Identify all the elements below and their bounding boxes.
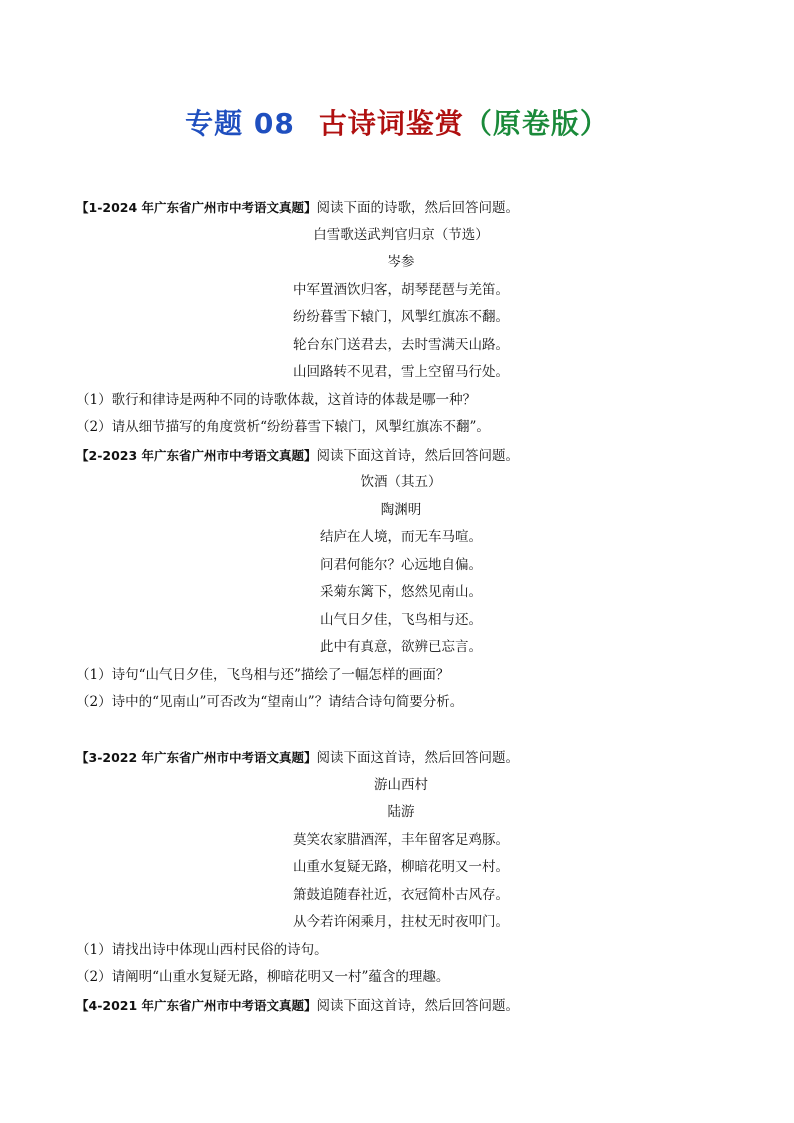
- question-1-sub-2: （2）请从细节描写的角度赏析“纷纷暮雪下辕门，风掣红旗冻不翻”。: [76, 419, 490, 435]
- poem-3-line: 山重水复疑无路，柳暗花明又一村。: [293, 859, 509, 875]
- question-3-intro: 阅读下面这首诗，然后回答问题。: [316, 750, 520, 766]
- poem-2-line: 此中有真意，欲辨已忘言。: [320, 639, 482, 655]
- question-2-header: [76, 442, 726, 470]
- poem-3-line: 箫鼓追随春社近，衣冠简朴古风存。: [293, 886, 509, 903]
- question-1-source: 【1-2024 年广东省广州市中考语文真题】: [76, 200, 317, 215]
- question-4-header: [76, 992, 726, 1020]
- question-1-header: [76, 194, 726, 222]
- poem-3-line: 莫笑农家腊酒浑，丰年留客足鸡豚。: [293, 831, 509, 848]
- poem-2-title: 饮酒（其五）: [360, 474, 442, 490]
- question-2-source: 【2-2023 年广东省广州市中考语文真题】: [76, 447, 317, 463]
- question-4-source: 【4-2021 年广东省广州市中考语文真题】: [76, 997, 317, 1013]
- poem-3-title: 游山西村: [374, 776, 428, 793]
- document-body: [76, 194, 726, 1019]
- poem-2-line: 问君何能尔？心远地自偏。: [320, 556, 482, 573]
- poem-1-line: 轮台东门送君去，去时雪满天山路。: [293, 336, 509, 353]
- question-2-sub-2: （2）诗中的“见南山”可否改为“望南山”？请结合诗句简要分析。: [76, 694, 464, 710]
- poem-1-line: 山回路转不见君，雪上空留马行处。: [293, 364, 509, 380]
- title-topic-name: 古诗词鉴赏: [318, 107, 464, 140]
- question-3-header: [76, 744, 726, 772]
- title-edition: （原卷版）: [463, 107, 609, 140]
- poem-1-title: 白雪歌送武判官归京（节选）: [313, 226, 489, 243]
- poem-2-line: 山气日夕佳，飞鸟相与还。: [320, 611, 482, 628]
- question-1-sub-1: （1）歌行和律诗是两种不同的诗歌体裁，这首诗的体裁是哪一种？: [76, 391, 477, 408]
- title-topic-number: 专题 08: [185, 107, 295, 140]
- question-3-sub-2: （2）请阐明“山重水复疑无路，柳暗花明又一村”蕴含的理趣。: [76, 969, 450, 985]
- poem-1-line: 纷纷暮雪下辕门，风掣红旗冻不翻。: [293, 309, 509, 325]
- question-2-sub-1: （1）诗句“山气日夕佳，飞鸟相与还”描绘了一幅怎样的画面？: [76, 666, 450, 683]
- poem-2-line: 结庐在人境，而无车马喧。: [320, 529, 482, 545]
- poem-1-author: 岑参: [387, 254, 415, 270]
- question-3-sub-1: （1）请找出诗中体现山西村民俗的诗句。: [76, 941, 328, 958]
- question-3-source: 【3-2022 年广东省广州市中考语文真题】: [76, 750, 317, 765]
- poem-3-line: 从今若许闲乘月，拄杖无时夜叩门。: [293, 914, 509, 930]
- poem-2-author: 陶渊明: [380, 501, 422, 518]
- page-title: [0, 104, 794, 144]
- poem-1-line: 中军置酒饮归客，胡琴琵琶与羌笛。: [293, 281, 509, 298]
- section-spacer: [76, 717, 726, 745]
- poem-3-author: 陆游: [387, 804, 415, 820]
- poem-2-line: 采菊东篱下，悠然见南山。: [320, 584, 482, 600]
- question-4-intro: 阅读下面这首诗，然后回答问题。: [316, 997, 520, 1014]
- question-2-intro: 阅读下面这首诗，然后回答问题。: [316, 447, 520, 464]
- question-1-intro: 阅读下面的诗歌，然后回答问题。: [316, 200, 520, 216]
